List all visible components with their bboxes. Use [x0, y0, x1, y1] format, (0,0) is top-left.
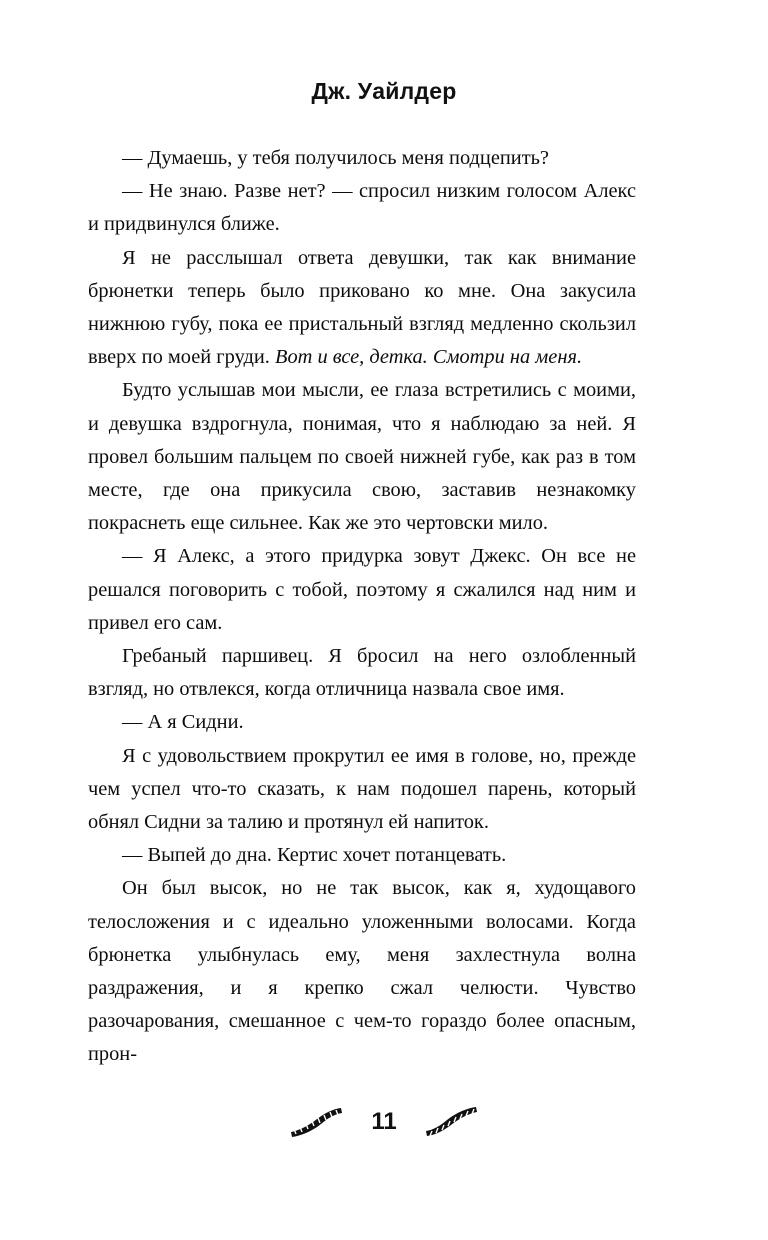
- page-number: 11: [371, 1108, 397, 1135]
- paragraph: Я с удовольствием прокрутил ее имя в голове, но, прежде чем успел что-то сказать, к нам подошел парень, который обнял Сидни за талию и протянул ей напиток.: [88, 744, 636, 834]
- paragraph: — Я Алекс, а этого придурка зовут Джекс. Он все не решался поговорить с тобой, поэтому я сжалился над ним и привел его сам.: [88, 545, 636, 634]
- paragraph: — Выпей до дна. Кертис хочет потанцевать.: [122, 844, 507, 867]
- paragraph: Будто услышав мои мысли, ее глаза встретились с моими, и девушка вздрогнула, понимая, что я наблюдаю за ней. Я провел большим пальцем по своей нижней губе, как раз в том месте, где она прикусила свою, заставив незнакомку покраснеть еще сильнее. Как же это чертовски мило.: [88, 379, 636, 535]
- italic-fragment: Вот и все, детка. Смотри на меня.: [274, 346, 583, 369]
- paragraph: [88, 242, 636, 375]
- hockey-stick-icon: [287, 1105, 345, 1139]
- running-head: Дж. Уайлдер: [311, 78, 457, 104]
- page-footer: [0, 1105, 768, 1139]
- paragraph: — А я Сидни.: [122, 711, 244, 734]
- paragraph: — Думаешь, у тебя получилось меня подцепить?: [122, 147, 549, 169]
- paragraph: Он был высок, но не так высок, как я, худощавого телосложения и с идеально уложенными волосами. Когда брюнетка улыбнулась ему, меня захлестнула волна раздражения, и я крепко сжал челюсти. Чувство разочарования, смешанное с чем-то гораздо более опасным, прон-: [88, 877, 636, 1066]
- paragraph: — Не знаю. Разве нет? — спросил низким голосом Алекс и придвинулся ближе.: [88, 180, 636, 236]
- paragraph: Гребаный паршивец. Я бросил на него озлобленный взгляд, но отвлекся, когда отличница назвала свое имя.: [88, 645, 636, 701]
- hockey-stick-icon: [423, 1105, 481, 1139]
- paragraph-text: Я не расслышал ответа девушки, так как внимание брюнетки теперь было приковано ко мне. Она закусила нижнюю губу, пока ее пристальный взгляд медленно скользил вверх по моей груди.: [88, 246, 636, 369]
- body-text-column: [88, 142, 636, 1072]
